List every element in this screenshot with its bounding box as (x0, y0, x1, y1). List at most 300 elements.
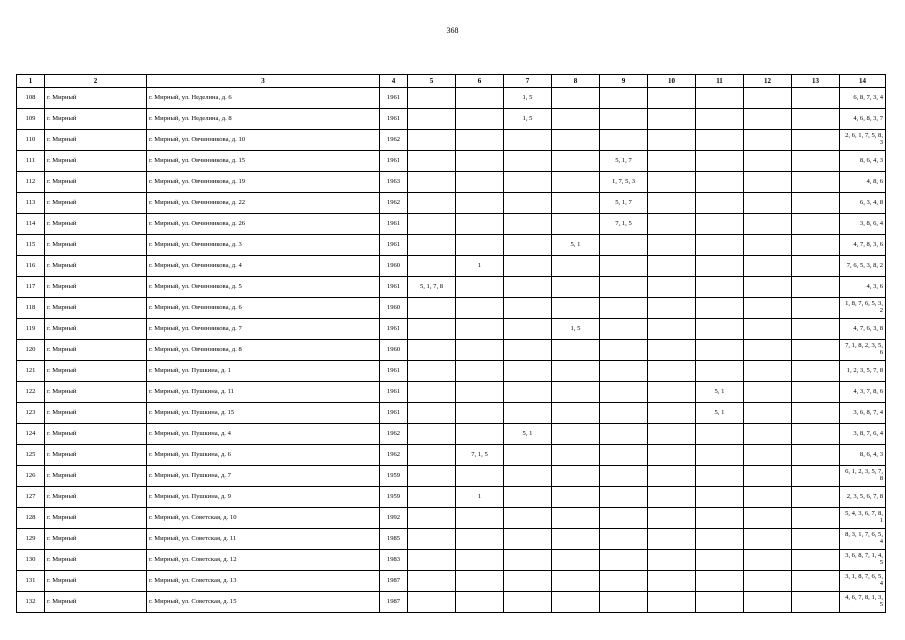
col5-cell (408, 109, 456, 130)
table-row (17, 235, 886, 256)
table-row (17, 109, 886, 130)
col10-cell (648, 109, 696, 130)
town-cell: г. Мирный (45, 487, 147, 508)
column-header-13: 13 (792, 75, 840, 88)
col12-cell (744, 256, 792, 277)
col6-cell (456, 151, 504, 172)
row-number-cell: 121 (17, 361, 45, 382)
col12-cell (744, 361, 792, 382)
column-header-3: 3 (147, 75, 380, 88)
col13-cell (792, 466, 840, 487)
col7-cell (504, 487, 552, 508)
address-cell: г. Мирный, ул. Пушкина, д. 6 (147, 445, 380, 466)
table-row (17, 361, 886, 382)
col9-cell (600, 382, 648, 403)
table-row (17, 529, 886, 550)
town-cell: г. Мирный (45, 529, 147, 550)
col12-cell (744, 214, 792, 235)
col7-cell (504, 298, 552, 319)
col6-cell (456, 550, 504, 571)
column-header-4: 4 (380, 75, 408, 88)
col5-cell (408, 193, 456, 214)
col6-cell (456, 361, 504, 382)
year-cell: 1962 (380, 193, 408, 214)
col5-cell (408, 424, 456, 445)
col11-cell: 5, 1 (696, 403, 744, 424)
col14-cell: 4, 7, 6, 3, 8 (840, 319, 886, 340)
year-cell: 1962 (380, 130, 408, 151)
col5-cell (408, 214, 456, 235)
col10-cell (648, 445, 696, 466)
col7-cell: 1, 5 (504, 88, 552, 109)
town-cell: г. Мирный (45, 214, 147, 235)
col13-cell (792, 109, 840, 130)
col10-cell (648, 340, 696, 361)
town-cell: г. Мирный (45, 151, 147, 172)
col7-cell (504, 466, 552, 487)
col6-cell (456, 109, 504, 130)
table-row (17, 193, 886, 214)
col10-cell (648, 571, 696, 592)
col6-cell (456, 277, 504, 298)
col5-cell (408, 130, 456, 151)
col14-cell: 8, 6, 4, 3 (840, 151, 886, 172)
year-cell: 1960 (380, 340, 408, 361)
year-cell: 1960 (380, 298, 408, 319)
town-cell: г. Мирный (45, 172, 147, 193)
table-row (17, 403, 886, 424)
col8-cell (552, 340, 600, 361)
table-row (17, 298, 886, 319)
column-header-14: 14 (840, 75, 886, 88)
col5-cell (408, 592, 456, 613)
year-cell: 1960 (380, 256, 408, 277)
year-cell: 1959 (380, 487, 408, 508)
col6-cell (456, 193, 504, 214)
col11-cell (696, 88, 744, 109)
col12-cell (744, 508, 792, 529)
col8-cell (552, 193, 600, 214)
row-number-cell: 114 (17, 214, 45, 235)
col7-cell (504, 571, 552, 592)
col12-cell (744, 298, 792, 319)
year-cell: 1961 (380, 235, 408, 256)
col12-cell (744, 172, 792, 193)
col10-cell (648, 235, 696, 256)
col14-cell: 1, 8, 7, 6, 5, 3, 2 (840, 298, 886, 319)
year-cell: 1961 (380, 109, 408, 130)
col10-cell (648, 466, 696, 487)
col13-cell (792, 298, 840, 319)
town-cell: г. Мирный (45, 193, 147, 214)
year-cell: 1961 (380, 277, 408, 298)
register-table (16, 74, 886, 613)
col13-cell (792, 340, 840, 361)
column-header-1: 1 (17, 75, 45, 88)
col11-cell (696, 424, 744, 445)
year-cell: 1985 (380, 529, 408, 550)
col11-cell (696, 298, 744, 319)
address-cell: г. Мирный, ул. Овчинникова, д. 3 (147, 235, 380, 256)
row-number-cell: 120 (17, 340, 45, 361)
col12-cell (744, 466, 792, 487)
col13-cell (792, 319, 840, 340)
col12-cell (744, 571, 792, 592)
col5-cell (408, 550, 456, 571)
address-cell: г. Мирный, ул. Советская, д. 15 (147, 592, 380, 613)
address-cell: г. Мирный, ул. Овчинникова, д. 22 (147, 193, 380, 214)
col12-cell (744, 382, 792, 403)
col10-cell (648, 88, 696, 109)
col11-cell (696, 277, 744, 298)
col14-cell: 3, 6, 8, 7, 1, 4, 5 (840, 550, 886, 571)
col14-cell: 5, 4, 3, 6, 7, 8, 1 (840, 508, 886, 529)
address-cell: г. Мирный, ул. Пушкина, д. 11 (147, 382, 380, 403)
col11-cell (696, 361, 744, 382)
col5-cell (408, 298, 456, 319)
col5-cell (408, 571, 456, 592)
col12-cell (744, 550, 792, 571)
table-body (17, 88, 886, 613)
address-cell: г. Мирный, ул. Неделина, д. 6 (147, 88, 380, 109)
col5-cell (408, 487, 456, 508)
col14-cell: 8, 3, 1, 7, 6, 5, 4 (840, 529, 886, 550)
col8-cell (552, 424, 600, 445)
col11-cell (696, 592, 744, 613)
town-cell: г. Мирный (45, 466, 147, 487)
row-number-cell: 119 (17, 319, 45, 340)
col12-cell (744, 88, 792, 109)
col8-cell (552, 382, 600, 403)
col6-cell (456, 298, 504, 319)
address-cell: г. Мирный, ул. Пушкина, д. 4 (147, 424, 380, 445)
col5-cell (408, 445, 456, 466)
col5-cell (408, 88, 456, 109)
col8-cell (552, 256, 600, 277)
col5-cell (408, 172, 456, 193)
col8-cell (552, 298, 600, 319)
col11-cell: 5, 1 (696, 382, 744, 403)
table-row (17, 571, 886, 592)
column-header-12: 12 (744, 75, 792, 88)
col7-cell (504, 151, 552, 172)
address-cell: г. Мирный, ул. Овчинникова, д. 7 (147, 319, 380, 340)
col5-cell: 5, 1, 7, 8 (408, 277, 456, 298)
col10-cell (648, 508, 696, 529)
col10-cell (648, 529, 696, 550)
col14-cell: 4, 8, 6 (840, 172, 886, 193)
col9-cell (600, 298, 648, 319)
col5-cell (408, 319, 456, 340)
col11-cell (696, 130, 744, 151)
col13-cell (792, 571, 840, 592)
col8-cell: 5, 1 (552, 235, 600, 256)
town-cell: г. Мирный (45, 109, 147, 130)
col13-cell (792, 88, 840, 109)
table-row (17, 214, 886, 235)
year-cell: 1962 (380, 424, 408, 445)
town-cell: г. Мирный (45, 361, 147, 382)
col7-cell (504, 445, 552, 466)
col9-cell: 7, 1, 5 (600, 214, 648, 235)
col13-cell (792, 508, 840, 529)
col14-cell: 4, 7, 8, 3, 6 (840, 235, 886, 256)
table-row (17, 340, 886, 361)
table-row (17, 466, 886, 487)
col7-cell (504, 256, 552, 277)
col5-cell (408, 256, 456, 277)
town-cell: г. Мирный (45, 445, 147, 466)
col11-cell (696, 235, 744, 256)
town-cell: г. Мирный (45, 130, 147, 151)
col5-cell (408, 529, 456, 550)
year-cell: 1961 (380, 319, 408, 340)
col14-cell: 2, 3, 5, 6, 7, 8 (840, 487, 886, 508)
col9-cell (600, 109, 648, 130)
table-row (17, 424, 886, 445)
town-cell: г. Мирный (45, 235, 147, 256)
col12-cell (744, 445, 792, 466)
col10-cell (648, 298, 696, 319)
col8-cell (552, 487, 600, 508)
col7-cell (504, 214, 552, 235)
col9-cell (600, 466, 648, 487)
col5-cell (408, 466, 456, 487)
col9-cell (600, 445, 648, 466)
col9-cell: 5, 1, 7 (600, 151, 648, 172)
col8-cell (552, 109, 600, 130)
town-cell: г. Мирный (45, 382, 147, 403)
row-number-cell: 122 (17, 382, 45, 403)
col5-cell (408, 340, 456, 361)
col6-cell (456, 424, 504, 445)
row-number-cell: 130 (17, 550, 45, 571)
col10-cell (648, 130, 696, 151)
town-cell: г. Мирный (45, 88, 147, 109)
table-row (17, 550, 886, 571)
town-cell: г. Мирный (45, 403, 147, 424)
header-row (17, 75, 886, 88)
column-header-10: 10 (648, 75, 696, 88)
table-row (17, 319, 886, 340)
col8-cell (552, 361, 600, 382)
col13-cell (792, 214, 840, 235)
table-row (17, 88, 886, 109)
table-row (17, 508, 886, 529)
row-number-cell: 125 (17, 445, 45, 466)
col11-cell (696, 466, 744, 487)
col12-cell (744, 235, 792, 256)
table-row (17, 487, 886, 508)
col14-cell: 3, 8, 6, 4 (840, 214, 886, 235)
page-number: 368 (446, 26, 459, 35)
col9-cell (600, 403, 648, 424)
col6-cell (456, 571, 504, 592)
col6-cell: 1 (456, 256, 504, 277)
col9-cell (600, 592, 648, 613)
table-row (17, 172, 886, 193)
col11-cell (696, 340, 744, 361)
address-cell: г. Мирный, ул. Овчинникова, д. 19 (147, 172, 380, 193)
col9-cell (600, 319, 648, 340)
col14-cell: 8, 6, 4, 3 (840, 445, 886, 466)
col7-cell (504, 235, 552, 256)
col11-cell (696, 571, 744, 592)
col14-cell: 7, 6, 5, 3, 8, 2 (840, 256, 886, 277)
col12-cell (744, 193, 792, 214)
year-cell: 1987 (380, 571, 408, 592)
col8-cell (552, 130, 600, 151)
col7-cell (504, 382, 552, 403)
col6-cell: 1 (456, 487, 504, 508)
col11-cell (696, 172, 744, 193)
town-cell: г. Мирный (45, 277, 147, 298)
col8-cell (552, 403, 600, 424)
col8-cell (552, 445, 600, 466)
address-cell: г. Мирный, ул. Советская, д. 12 (147, 550, 380, 571)
row-number-cell: 115 (17, 235, 45, 256)
col14-cell: 6, 3, 4, 8 (840, 193, 886, 214)
address-cell: г. Мирный, ул. Овчинникова, д. 10 (147, 130, 380, 151)
col7-cell (504, 361, 552, 382)
col14-cell: 6, 8, 7, 3, 4 (840, 88, 886, 109)
col9-cell (600, 550, 648, 571)
row-number-cell: 128 (17, 508, 45, 529)
col6-cell: 7, 1, 5 (456, 445, 504, 466)
year-cell: 1959 (380, 466, 408, 487)
col13-cell (792, 550, 840, 571)
col9-cell (600, 571, 648, 592)
year-cell: 1961 (380, 151, 408, 172)
col7-cell (504, 508, 552, 529)
address-cell: г. Мирный, ул. Советская, д. 10 (147, 508, 380, 529)
col12-cell (744, 403, 792, 424)
col10-cell (648, 193, 696, 214)
col8-cell (552, 151, 600, 172)
col7-cell (504, 529, 552, 550)
col14-cell: 4, 3, 6 (840, 277, 886, 298)
town-cell: г. Мирный (45, 319, 147, 340)
col7-cell (504, 172, 552, 193)
year-cell: 1992 (380, 508, 408, 529)
col7-cell (504, 550, 552, 571)
col6-cell (456, 172, 504, 193)
col5-cell (408, 382, 456, 403)
col11-cell (696, 151, 744, 172)
col7-cell: 5, 1 (504, 424, 552, 445)
address-cell: г. Мирный, ул. Овчинникова, д. 5 (147, 277, 380, 298)
address-cell: г. Мирный, ул. Овчинникова, д. 8 (147, 340, 380, 361)
col9-cell (600, 277, 648, 298)
col5-cell (408, 235, 456, 256)
col8-cell (552, 571, 600, 592)
col6-cell (456, 403, 504, 424)
row-number-cell: 127 (17, 487, 45, 508)
address-cell: г. Мирный, ул. Овчинникова, д. 6 (147, 298, 380, 319)
col6-cell (456, 319, 504, 340)
col8-cell (552, 214, 600, 235)
col9-cell (600, 256, 648, 277)
col10-cell (648, 214, 696, 235)
col6-cell (456, 214, 504, 235)
table-header (17, 75, 886, 88)
year-cell: 1961 (380, 214, 408, 235)
col14-cell: 4, 3, 7, 8, 6 (840, 382, 886, 403)
col14-cell: 3, 6, 8, 7, 4 (840, 403, 886, 424)
col10-cell (648, 382, 696, 403)
col11-cell (696, 109, 744, 130)
year-cell: 1961 (380, 88, 408, 109)
town-cell: г. Мирный (45, 340, 147, 361)
col12-cell (744, 109, 792, 130)
col6-cell (456, 130, 504, 151)
col6-cell (456, 508, 504, 529)
col9-cell (600, 508, 648, 529)
address-cell: г. Мирный, ул. Пушкина, д. 1 (147, 361, 380, 382)
col9-cell: 5, 1, 7 (600, 193, 648, 214)
col14-cell: 3, 8, 7, 6, 4 (840, 424, 886, 445)
col5-cell (408, 151, 456, 172)
col13-cell (792, 277, 840, 298)
col11-cell (696, 529, 744, 550)
col9-cell: 1, 7, 5, 3 (600, 172, 648, 193)
column-header-11: 11 (696, 75, 744, 88)
col11-cell (696, 256, 744, 277)
col10-cell (648, 424, 696, 445)
col8-cell (552, 592, 600, 613)
col12-cell (744, 340, 792, 361)
table-row (17, 130, 886, 151)
row-number-cell: 117 (17, 277, 45, 298)
col8-cell (552, 529, 600, 550)
town-cell: г. Мирный (45, 508, 147, 529)
col13-cell (792, 403, 840, 424)
col11-cell (696, 214, 744, 235)
col11-cell (696, 445, 744, 466)
row-number-cell: 112 (17, 172, 45, 193)
table-row (17, 592, 886, 613)
col13-cell (792, 130, 840, 151)
table-row (17, 277, 886, 298)
col12-cell (744, 592, 792, 613)
column-header-7: 7 (504, 75, 552, 88)
town-cell: г. Мирный (45, 256, 147, 277)
col13-cell (792, 361, 840, 382)
year-cell: 1962 (380, 445, 408, 466)
col10-cell (648, 319, 696, 340)
col7-cell (504, 130, 552, 151)
col8-cell (552, 277, 600, 298)
column-header-6: 6 (456, 75, 504, 88)
col10-cell (648, 592, 696, 613)
col12-cell (744, 529, 792, 550)
col10-cell (648, 151, 696, 172)
col5-cell (408, 508, 456, 529)
col9-cell (600, 361, 648, 382)
town-cell: г. Мирный (45, 424, 147, 445)
row-number-cell: 111 (17, 151, 45, 172)
col5-cell (408, 361, 456, 382)
address-cell: г. Мирный, ул. Овчинникова, д. 15 (147, 151, 380, 172)
col14-cell: 4, 6, 8, 3, 7 (840, 109, 886, 130)
table-row (17, 382, 886, 403)
col9-cell (600, 487, 648, 508)
col7-cell (504, 319, 552, 340)
year-cell: 1961 (380, 361, 408, 382)
col14-cell: 7, 1, 8, 2, 3, 5, 6 (840, 340, 886, 361)
row-number-cell: 118 (17, 298, 45, 319)
col8-cell (552, 172, 600, 193)
